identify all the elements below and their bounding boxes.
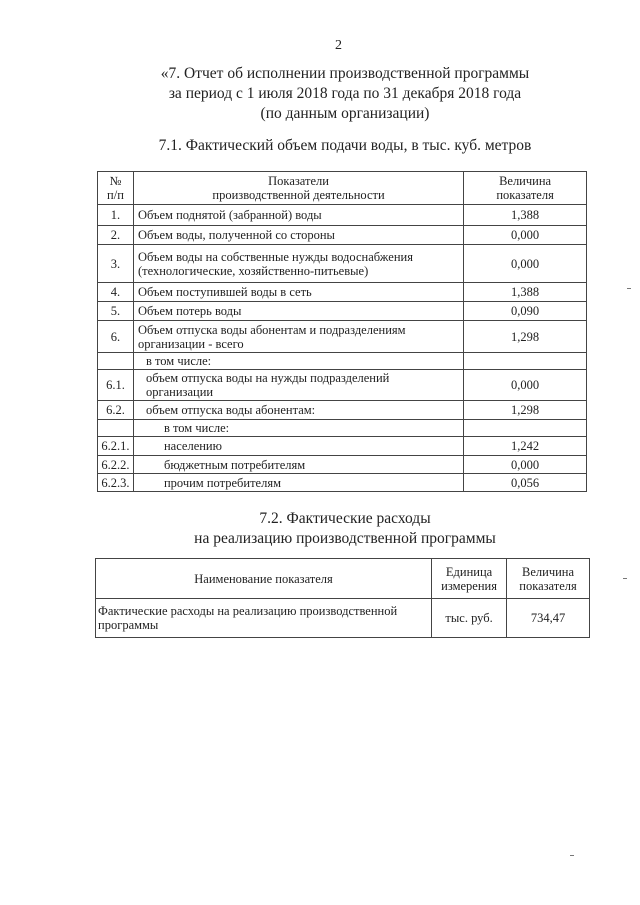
row-value: 0,000 [464,226,587,245]
row-num: 6.1. [98,370,134,401]
row-label: Объем воды, полученной со стороны [133,226,463,245]
row-num: 6. [98,321,134,353]
row-value: 1,298 [464,401,587,420]
row-num: 6.2. [98,401,134,420]
table-row [98,456,587,474]
report-title [90,64,600,124]
table-row [98,370,587,401]
title-line: (по данным организации) [260,105,430,122]
row-value: 0,000 [464,370,587,401]
row-num: 5. [98,302,134,321]
row-label: бюджетным потребителям [133,456,463,474]
table-row [98,437,587,456]
row-num: 4. [98,283,134,302]
row-value: 0,056 [464,474,587,492]
table-row [98,420,587,437]
header-indicator: Показатели производственной деятельности [133,172,463,205]
header-num: № п/п [98,172,134,205]
water-supply-table [97,171,587,492]
row-num: 3. [98,245,134,283]
row-num: 6.2.3. [98,474,134,492]
row-label: в том числе: [133,420,463,437]
row-value: 0,090 [464,302,587,321]
header-value: Величина показателя [464,172,587,205]
table-row [96,599,590,638]
row-label: объем отпуска воды абонентам: [133,401,463,420]
header-value: Величина показателя [507,559,590,599]
title-line: за период с 1 июля 2018 года по 31 декабря 2018 года [168,85,522,102]
expenses-table [95,558,590,638]
row-value: 1,388 [464,205,587,226]
header-name: Наименование показателя [96,559,432,599]
section-7-1-heading: 7.1. Фактический объем подачи воды, в тыс. куб. метров [158,137,532,154]
row-value: 0,000 [464,245,587,283]
row-label: Объем отпуска воды абонентам и подразделениям организации - всего [133,321,463,353]
row-value: 1,298 [464,321,587,353]
row-value: 1,242 [464,437,587,456]
row-value: 734,47 [507,599,590,638]
row-label: Объем воды на собственные нужды водоснабжения (технологические, хозяйственно-питьевые) [133,245,463,283]
header-unit: Единица измерения [432,559,507,599]
row-num: 1. [98,205,134,226]
row-num: 6.2.2. [98,456,134,474]
table-header-row [96,559,590,599]
table-row [98,302,587,321]
title-line: «7. Отчет об исполнении производственной программы [160,65,530,82]
heading-line: на реализацию производственной программы [194,530,496,547]
row-value [464,420,587,437]
page-number: 2 [335,38,342,53]
row-value [464,353,587,370]
row-label: объем отпуска воды на нужды подразделений организации [133,370,463,401]
scan-mark [570,855,574,856]
row-label: населению [133,437,463,456]
table-row [98,321,587,353]
table-row [98,283,587,302]
table-row [98,205,587,226]
row-label: прочим потребителям [133,474,463,492]
section-7-2-heading [90,509,600,549]
table-row [98,226,587,245]
row-label: Объем потерь воды [133,302,463,321]
row-name: Фактические расходы на реализацию производственной программы [96,599,432,638]
row-label: в том числе: [133,353,463,370]
table-header-row [98,172,587,205]
heading-line: 7.2. Фактические расходы [259,510,431,527]
row-value: 0,000 [464,456,587,474]
row-value: 1,388 [464,283,587,302]
row-label: Объем поступившей воды в сеть [133,283,463,302]
scan-mark [627,288,631,289]
scan-mark [623,578,627,579]
row-num [98,420,134,437]
table-row [98,401,587,420]
table-row [98,245,587,283]
row-num [98,353,134,370]
table-row [98,474,587,492]
row-unit: тыс. руб. [432,599,507,638]
row-num: 2. [98,226,134,245]
row-num: 6.2.1. [98,437,134,456]
row-label: Объем поднятой (забранной) воды [133,205,463,226]
table-row [98,353,587,370]
